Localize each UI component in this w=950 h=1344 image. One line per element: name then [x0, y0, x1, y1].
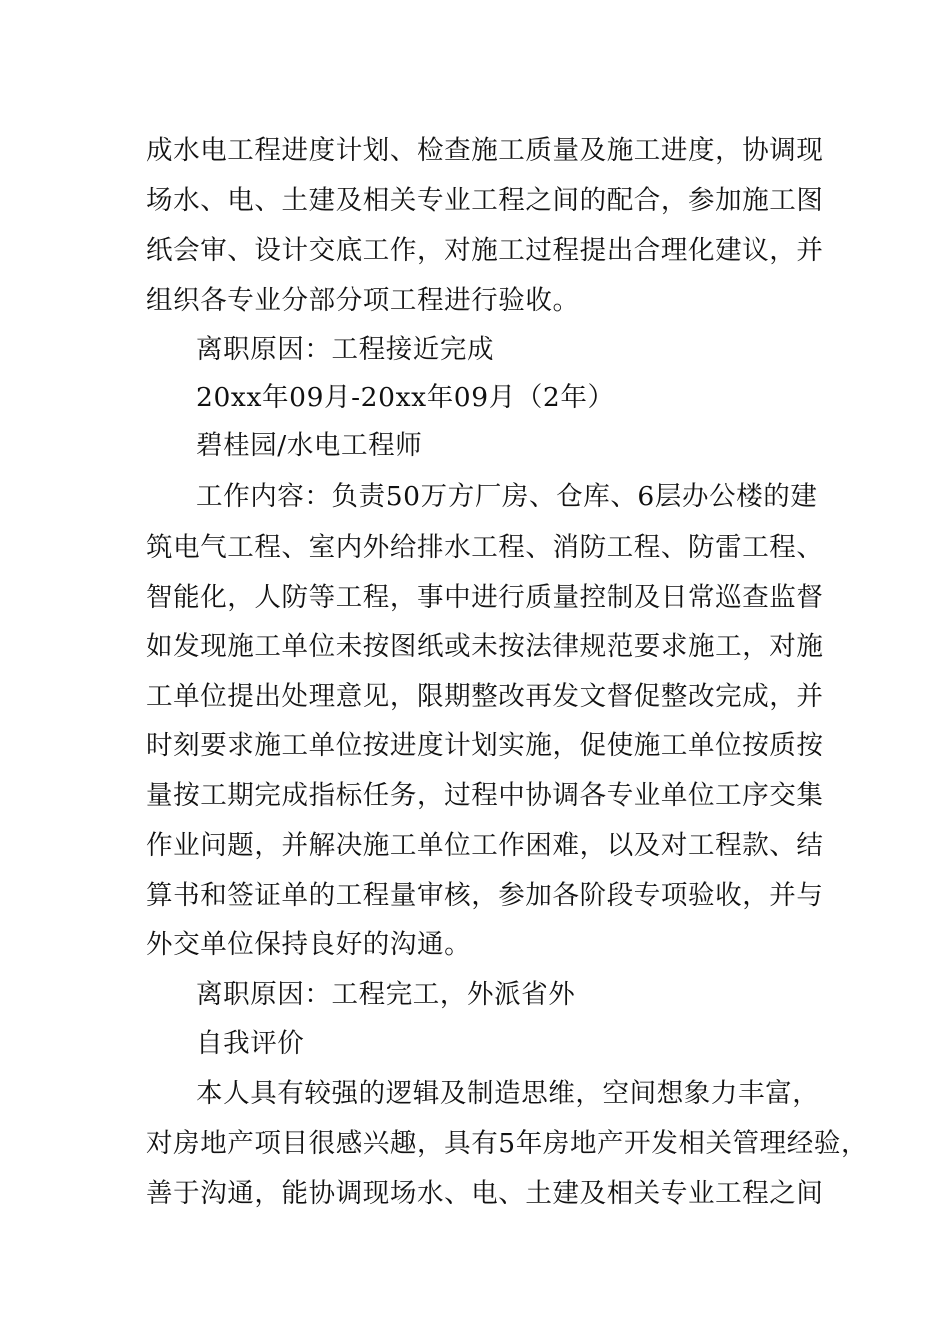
text-line: 作业问题，并解决施工单位工作困难，以及对工程款、结	[146, 830, 824, 861]
text-line: 善于沟通，能协调现场水、电、土建及相关专业工程之间	[146, 1178, 824, 1209]
job-description-start: 工作内容：负责50万方厂房、仓库、6层办公楼的建	[196, 481, 818, 512]
departure-reason-1: 离职原因：工程接近完成	[196, 334, 495, 365]
self-evaluation-text-start: 本人具有较强的逻辑及制造思维，空间想象力丰富，	[196, 1078, 820, 1109]
text-line: 如发现施工单位未按图纸或未按法律规范要求施工，对施	[146, 631, 824, 662]
text-line: 纸会审、设计交底工作，对施工过程提出合理化建议，并	[146, 235, 824, 266]
text-line: 组织各专业分部分项工程进行验收。	[146, 285, 580, 316]
self-evaluation-heading: 自我评价	[196, 1028, 305, 1059]
text-line: 场水、电、土建及相关专业工程之间的配合，参加施工图	[146, 185, 824, 216]
text-line: 工单位提出处理意见，限期整改再发文督促整改完成，并	[146, 681, 824, 712]
text-line: 成水电工程进度计划、检查施工质量及施工进度，协调现	[146, 135, 824, 166]
text-line: 外交单位保持良好的沟通。	[146, 929, 472, 960]
text-line: 智能化，人防等工程，事中进行质量控制及日常巡查监督	[146, 582, 824, 613]
employment-period: 20xx年09月-20xx年09月（2年）	[196, 382, 615, 413]
text-line: 量按工期完成指标任务，过程中协调各专业单位工序交集	[146, 780, 824, 811]
company-position: 碧桂园/水电工程师	[196, 430, 423, 461]
text-line: 算书和签证单的工程量审核，参加各阶段专项验收，并与	[146, 880, 824, 911]
text-line: 时刻要求施工单位按进度计划实施，促使施工单位按质按	[146, 730, 824, 761]
text-line: 对房地产项目很感兴趣，具有5年房地产开发相关管理经验，	[146, 1128, 869, 1159]
departure-reason-2: 离职原因：工程完工，外派省外	[196, 979, 576, 1010]
text-line: 筑电气工程、室内外给排水工程、消防工程、防雷工程、	[146, 532, 824, 563]
